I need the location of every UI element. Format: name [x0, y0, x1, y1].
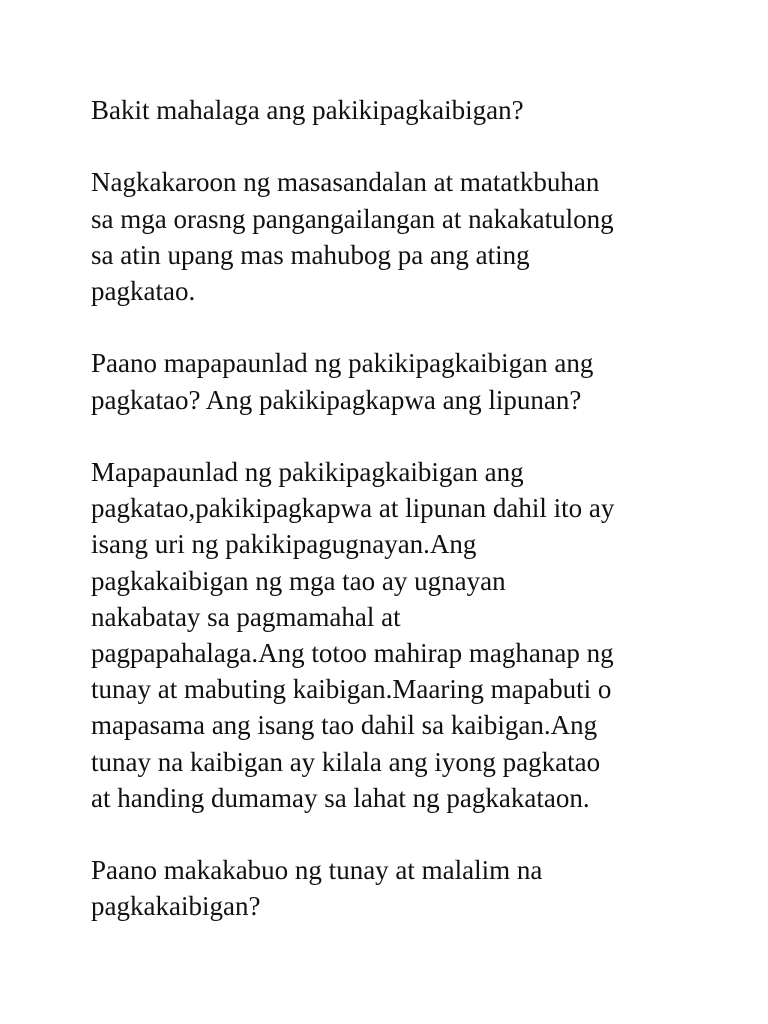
text-line: isang uri ng pakikipagugnayan.Ang	[91, 529, 477, 560]
text-line: tunay at mabuting kaibigan.Maaring mapabuti o	[91, 674, 612, 705]
text-line: sa atin upang mas mahubog pa ang ating	[91, 239, 530, 270]
answer-1	[91, 164, 731, 309]
text-line: sa mga orasng pangangailangan at nakakatulong	[91, 203, 614, 234]
text-line: pagkatao.	[91, 276, 196, 306]
text-line: pagkakaibigan?	[91, 891, 261, 922]
question-2	[91, 345, 731, 417]
text-line: pagkakaibigan ng mga tao ay ugnayan	[91, 565, 506, 596]
text-line: Bakit mahalaga ang pakikipagkaibigan?	[91, 95, 524, 125]
text-line: pagkatao? Ang pakikipagkapwa ang lipunan?	[91, 384, 582, 415]
question-3	[91, 852, 731, 924]
text-line: pagpapahalaga.Ang totoo mahirap maghanap ng	[91, 638, 614, 668]
text-line: Paano makakabuo ng tunay at malalim na	[91, 855, 543, 886]
text-line: tunay na kaibigan ay kilala ang iyong pagkatao	[91, 746, 601, 777]
text-line: Mapapaunlad ng pakikipagkaibigan ang	[91, 456, 524, 487]
answer-2	[91, 454, 731, 816]
text-line: pagkatao,pakikipagkapwa at lipunan dahil ito ay	[91, 493, 615, 524]
question-1	[91, 92, 731, 128]
text-line: Nagkakaroon ng masasandalan at matatkbuhan	[91, 167, 600, 198]
text-line: nakabatay sa pagmamahal at	[91, 601, 401, 632]
text-line: at handing dumamay sa lahat ng pagkakataon.	[91, 782, 590, 813]
document-body	[91, 92, 731, 961]
text-line: Paano mapapaunlad ng pakikipagkaibigan ang	[91, 348, 594, 379]
text-line: mapasama ang isang tao dahil sa kaibigan.Ang	[91, 710, 598, 741]
